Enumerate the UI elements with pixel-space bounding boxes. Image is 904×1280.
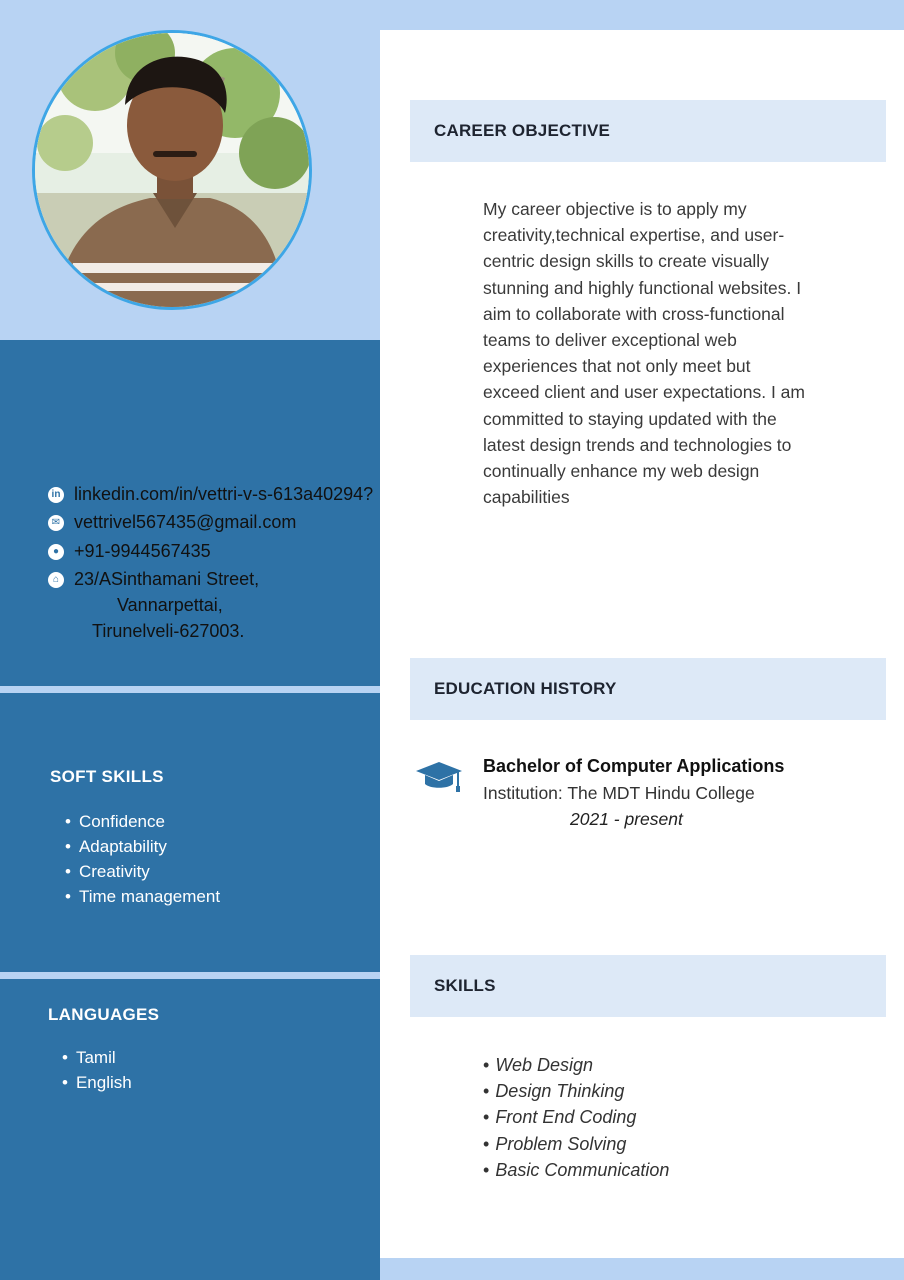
education-header [410,658,886,720]
contact-address [48,569,259,590]
address-line-3: Tirunelveli-627003. [92,621,245,641]
linkedin-icon: in [48,487,64,503]
languages-heading: LANGUAGES [48,1005,160,1024]
skills-header [410,955,886,1017]
phone-text: +91-9944567435 [74,541,211,561]
objective-line: latest design trends and technologies to [483,434,792,455]
address-line-2: Vannarpettai, [117,595,223,615]
education-title: EDUCATION HISTORY [434,679,617,698]
objective-line: creativity,technical expertise, and user- [483,225,785,246]
list-item: • Adaptability [65,834,220,859]
person-icon: ● [48,544,64,560]
list-item: • Time management [65,884,220,909]
list-item: • Web Design [483,1052,669,1078]
objective-line: teams to deliver exceptional web [483,330,737,351]
address-line-1: 23/ASinthamani Street, [74,569,260,589]
objective-line: My career objective is to apply my [483,199,747,219]
list-item: • Basic Communication [483,1157,669,1183]
objective-line: exceed client and user expectations. I am [483,382,805,403]
linkedin-text[interactable]: linkedin.com/in/vettri-v-s-613a40294? [74,484,374,504]
career-objective-title: CAREER OBJECTIVE [434,121,611,140]
graduation-cap-icon [414,760,464,794]
email-icon: ✉ [48,515,64,531]
career-objective-text [483,196,843,510]
contact-linkedin[interactable] [48,484,373,505]
objective-line: committed to staying updated with the [483,408,777,429]
contact-email[interactable] [48,512,296,533]
objective-line: continually enhance my web design [483,461,760,482]
profile-photo [32,30,312,310]
profile-photo-illustration [35,33,309,307]
education-degree: Bachelor of Computer Applications [483,756,785,776]
objective-line: capabilities [483,487,570,508]
list-item: • English [62,1070,132,1095]
list-item: • Design Thinking [483,1078,669,1104]
career-objective-header [410,100,886,162]
list-item: • Front End Coding [483,1104,669,1130]
soft-skills-list [65,809,220,909]
objective-line: stunning and highly functional websites. I [483,277,802,298]
list-item: • Confidence [65,809,220,834]
languages-list [62,1045,132,1095]
list-item: • Creativity [65,859,220,884]
soft-skills-heading: SOFT SKILLS [50,767,164,786]
skills-title: SKILLS [434,976,496,995]
contact-phone [48,541,211,562]
education-institution: Institution: The MDT Hindu College [483,783,755,803]
email-text[interactable]: vettrivel567435@gmail.com [74,512,297,532]
list-item: • Tamil [62,1045,132,1070]
education-dates: 2021 - present [570,809,683,829]
home-icon: ⌂ [48,572,64,588]
objective-line: experiences that not only meet but [483,356,751,377]
list-item: • Problem Solving [483,1131,669,1157]
objective-line: centric design skills to create visually [483,251,769,272]
objective-line: aim to collaborate with cross-functional [483,303,785,324]
skills-list [483,1052,669,1183]
